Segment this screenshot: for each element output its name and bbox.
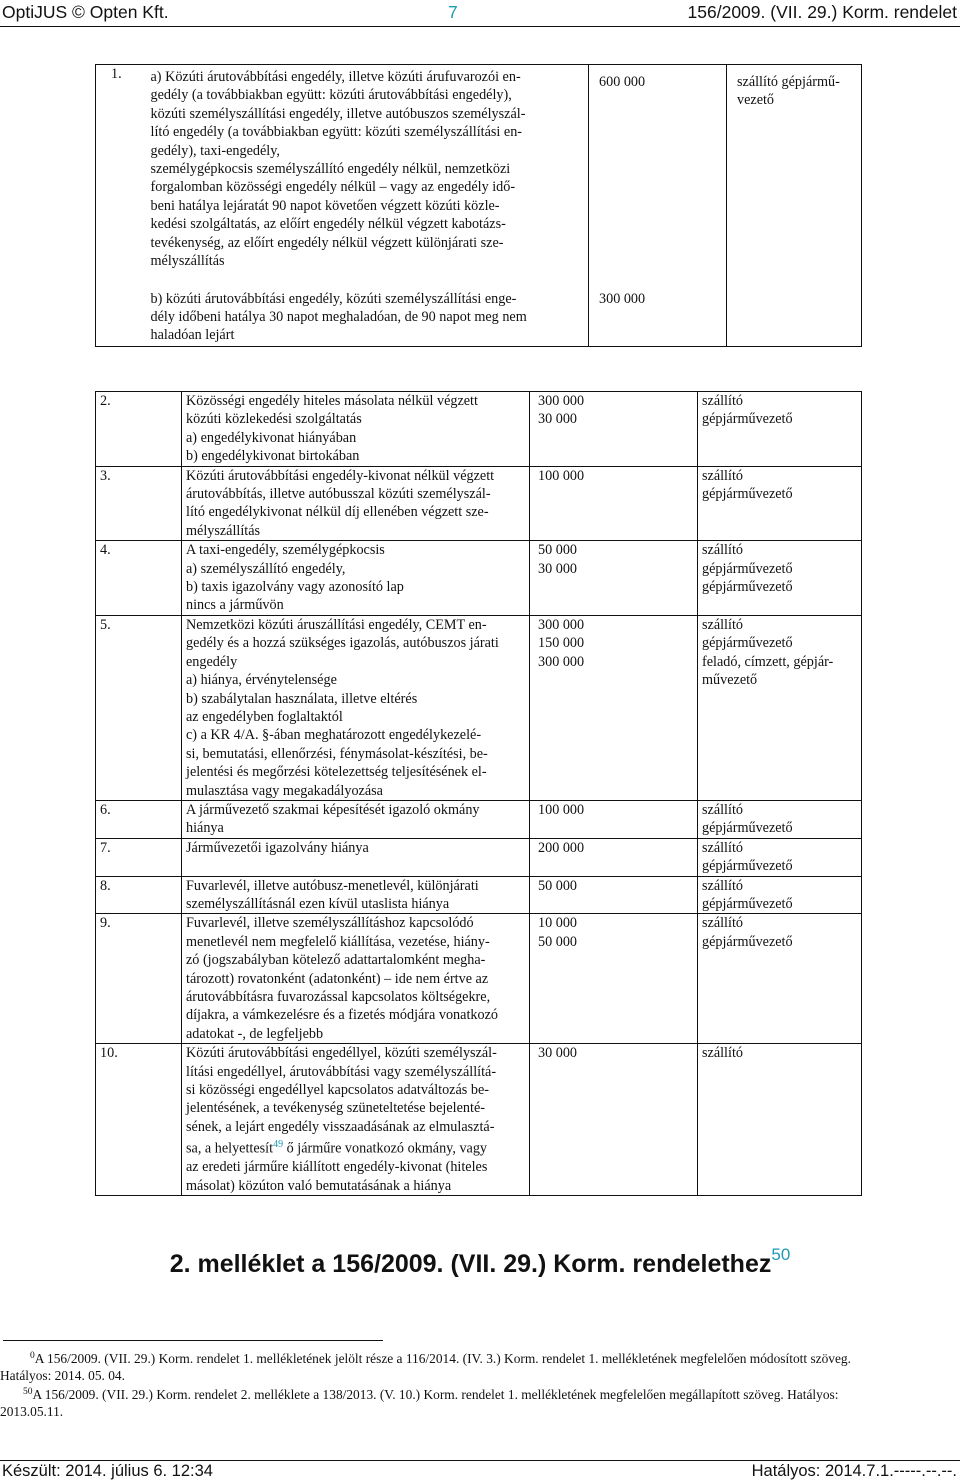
header-regulation: 156/2009. (VII. 29.) Korm. rendelet	[687, 2, 957, 22]
row-amount	[530, 466, 698, 541]
row-amount: 600 000	[589, 65, 727, 290]
row-responsible	[698, 615, 862, 800]
penalty-table-part2	[95, 391, 862, 1196]
table-row	[96, 615, 862, 800]
text-line: gépjárművezető	[702, 858, 793, 875]
footnote	[0, 1348, 960, 1384]
row-description	[151, 290, 589, 347]
row-amount	[530, 800, 698, 838]
row-responsible	[698, 838, 862, 876]
row-number: 1.	[111, 66, 122, 82]
text-line: gépjárművezető	[702, 486, 793, 503]
text-line: lító engedélykivonat nélkül díj ellenében végzett sze-	[186, 504, 489, 521]
text-line: a) személyszállító engedély,	[186, 560, 346, 577]
text-line: szállító gépjármű-	[737, 74, 840, 90]
row-responsible	[698, 914, 862, 1044]
table-row	[96, 541, 862, 616]
row-description	[182, 541, 530, 616]
footnote-divider	[3, 1340, 383, 1341]
header-page-number[interactable]: 7	[448, 2, 458, 22]
text-line: 50 000	[538, 877, 578, 894]
table-row	[96, 876, 862, 914]
footnote-mark: 50	[23, 1387, 33, 1397]
text-line: engedély	[186, 653, 238, 670]
text-line: Fuvarlevél, illetve autóbusz-menetlevél, különjárati	[186, 877, 479, 894]
text-line: másolat) közúton való bemutatásának a hiánya	[186, 1177, 452, 1194]
text-line: gedély (a továbbiakban együtt: közúti árutovábbítási engedély),	[150, 87, 512, 104]
footer-created: Készült: 2014. július 6. 12:34	[2, 1462, 213, 1480]
footnote-text: A 156/2009. (VII. 29.) Korm. rendelet 2. melléklete a 138/2013. (V. 10.) Korm. rendelet 1. mellékletének megfelelően megállapított szöveg. Hatályos:	[32, 1387, 839, 1402]
text-line: haladóan lejárt	[150, 327, 235, 344]
text-line: szállító	[702, 877, 743, 894]
table-row	[96, 65, 862, 290]
text-line: 300 000	[538, 393, 585, 409]
header-publisher: OptiJUS © Opten Kft.	[2, 2, 169, 22]
text-line: 300 000	[538, 653, 585, 670]
table-row	[96, 838, 862, 876]
row-amount	[530, 392, 698, 467]
text-line: jelentésének, a tevékenység szüneteltetése bejelenté-	[186, 1100, 485, 1117]
text-line: gedély), taxi-engedély,	[150, 142, 280, 159]
text-line: menetlevél nem megfelelő kiállítása, vezetése, hiány-	[186, 933, 490, 950]
annex-footnote-ref[interactable]: 50	[771, 1245, 791, 1264]
row-amount	[530, 541, 698, 616]
row-number: 8.	[100, 877, 111, 894]
text-line: személygépkocsis személyszállító engedély nélkül, nemzetközi	[150, 161, 511, 178]
text-line: 200 000	[538, 839, 585, 856]
row-amount	[530, 914, 698, 1044]
text-line: szállító	[702, 467, 743, 484]
text-line: 30 000	[538, 1045, 578, 1062]
text-line: szállító	[702, 393, 743, 409]
row-responsible	[698, 876, 862, 914]
text-line: közúti közlekedési szolgáltatás	[186, 411, 362, 428]
text-line: szállító	[702, 801, 743, 818]
text-line: gépjárművezető	[702, 820, 793, 837]
text-line: b) közúti árutovábbítási engedély, közúti személyszállítási enge-	[150, 290, 517, 307]
row-number: 4.	[100, 542, 111, 559]
text-line: adatokat -, de legfeljebb	[186, 1025, 324, 1042]
text-line: nincs a járművön	[186, 597, 284, 614]
text-line: b) engedélykivonat birtokában	[186, 448, 360, 465]
penalty-table-part1	[95, 64, 862, 347]
text-line: a) Közúti árutovábbítási engedély, illetve közúti árufuvarozói en-	[150, 69, 521, 85]
text-line: szállító	[702, 542, 743, 559]
text-line: Közúti árutovábbítási engedély-kivonat nélkül végzett	[186, 467, 495, 484]
text-line: forgalomban közösségi engedély nélkül – vagy az engedély idő-	[150, 179, 516, 196]
row-description	[182, 838, 530, 876]
text-line: művezető	[702, 672, 758, 689]
text-line: 100 000	[538, 467, 585, 484]
text-line: szállító	[702, 839, 743, 856]
text-line: Járművezetői igazolvány hiánya	[186, 839, 369, 856]
text-line: gépjárművezető	[702, 411, 793, 428]
footnote-ref-link[interactable]: 49	[273, 1139, 284, 1151]
text-line: 30 000	[538, 411, 578, 428]
text-line: szállító	[702, 1045, 743, 1062]
text-line: si, bemutatási, ellenőrzési, fénymásolat-készítési, be-	[186, 745, 488, 762]
text-line: a) engedélykivonat hiányában	[186, 429, 357, 446]
footnote-text: Hatályos: 2014. 05. 04.	[0, 1368, 125, 1383]
row-number: 3.	[100, 467, 111, 484]
text-line: tevékenység, az előírt engedély nélkül végzett különjárati sze-	[150, 234, 504, 251]
text-line: A járművezető szakmai képesítését igazoló okmány	[186, 801, 480, 818]
row-number: 2.	[100, 393, 111, 409]
annex-title: 2. melléklet a 156/2009. (VII. 29.) Korm. rendelethez	[169, 1250, 772, 1278]
text-line: b) szabálytalan használata, illetve eltérés	[186, 690, 418, 707]
text-line: Közúti árutovábbítási engedéllyel, közúti személyszál-	[186, 1045, 497, 1062]
row-number: 9.	[100, 915, 111, 932]
text-line: árutovábbításra fuvarozással kapcsolatos költségekre,	[186, 989, 491, 1005]
text-line: árutovábbítás, illetve autóbusszal közúti személyszál-	[186, 486, 491, 503]
text-line: mélyszállítás	[150, 253, 225, 270]
text-line: mélyszállítás	[186, 522, 261, 539]
text-line: 50 000	[538, 542, 578, 559]
text-line: gépjárművezető	[702, 933, 793, 950]
text-line: közúti személyszállítási engedély, illetve autóbuszos személyszál-	[150, 105, 526, 122]
text-line: kedési szolgáltatás, az előírt engedély nélkül végzett kabotázs-	[150, 216, 506, 233]
text-line: hiánya	[186, 820, 224, 837]
row-amount	[530, 1044, 698, 1196]
text-line: Közösségi engedély hiteles másolata nélkül végzett	[186, 393, 478, 409]
row-description	[151, 65, 589, 290]
footnote-mark: 0	[30, 1351, 35, 1361]
row-description	[182, 1044, 530, 1196]
text-line: lítási engedéllyel, árutovábbítási vagy személyszállítá-	[186, 1063, 497, 1080]
text-line: vezető	[737, 92, 775, 109]
row-description	[182, 392, 530, 467]
text-line: gépjárművezető	[702, 560, 793, 577]
text-line: az eredeti járműre kiállított engedély-kivonat (hiteles	[186, 1159, 488, 1176]
text-line: A taxi-engedély, személygépkocsis	[186, 542, 385, 559]
text-line: a) hiánya, érvénytelensége	[186, 672, 337, 689]
description-line: sa, a helyettesít$^{49}$ ő járműre vonatkozó okmány, vagy	[186, 1139, 488, 1157]
row-description	[182, 615, 530, 800]
row-description	[182, 914, 530, 1044]
text-line: lító engedély (a továbbiakban együtt: közúti személyszállítási en-	[150, 124, 523, 141]
text-line: gépjárművezető	[702, 895, 793, 912]
text-line: gedély és a hozzá szükséges igazolás, autóbuszos járati	[186, 635, 499, 652]
text-line: dély időbeni hatálya 30 napot meghaladóan, de 90 napot meg nem	[150, 308, 527, 325]
table-row	[96, 914, 862, 1044]
text-line: Nemzetközi közúti áruszállítási engedély, CEMT en-	[186, 616, 487, 633]
text-line: c) a KR 4/A. §-ában meghatározott engedélykezelé-	[186, 727, 482, 744]
footer-effective: Hatályos: 2014.7.1.-----.--.--.	[751, 1462, 957, 1480]
row-amount	[530, 615, 698, 800]
text-line: tározott) rovatonként (adatonként) – ide nem értve az	[186, 970, 489, 987]
row-number: 5.	[100, 616, 111, 633]
annex-heading	[0, 1238, 960, 1281]
text-line: gépjárművezető	[702, 635, 793, 652]
text-line: szállító	[702, 915, 743, 932]
text-line: 300 000	[538, 616, 585, 633]
text-line: beni hatálya lejáratát 90 napot követően végzett közúti közle-	[150, 197, 500, 214]
row-amount	[530, 838, 698, 876]
text-line: 10 000	[538, 915, 578, 932]
footnote-text: A 156/2009. (VII. 29.) Korm. rendelet 1. mellékletének jelölt része a 116/2014. (IV. 3.) Korm. rendelet 1. mellékletének megfelelően módosított szöveg.	[34, 1351, 851, 1366]
page-header	[0, 0, 960, 26]
table-row	[96, 392, 862, 467]
header-divider	[0, 26, 960, 27]
text-line: jelentési és megőrzési kötelezettség teljesítésének el-	[186, 764, 487, 781]
row-responsible	[698, 392, 862, 467]
row-amount	[530, 876, 698, 914]
text-line: mulasztása vagy megakadályozása	[186, 782, 383, 799]
text-line: gépjárművezető	[702, 579, 793, 596]
row-responsible	[698, 800, 862, 838]
row-description	[182, 876, 530, 914]
row-responsible	[698, 1044, 862, 1196]
row-number: 10.	[100, 1045, 118, 1062]
text-line: személyszállításnál ezen kívül utaslista hiánya	[186, 895, 450, 912]
text-line: feladó, címzett, gépjár-	[702, 653, 834, 670]
text-line: sének, a lejárt engedély visszaadásának az elmulasztá-	[186, 1118, 495, 1135]
row-description	[182, 800, 530, 838]
text-line: szállító	[702, 616, 743, 633]
table-row	[96, 1044, 862, 1196]
row-responsible	[727, 65, 862, 290]
footnote-text: 2013.05.11.	[0, 1404, 64, 1419]
text-line: Fuvarlevél, illetve személyszállításhoz kapcsolódó	[186, 915, 474, 932]
table-row	[96, 466, 862, 541]
table-body	[96, 392, 862, 1196]
text-line: az engedélyben foglaltaktól	[186, 708, 343, 725]
row-amount: 300 000	[589, 290, 727, 347]
text-line: 30 000	[538, 560, 578, 577]
row-responsible	[698, 466, 862, 541]
table-row	[96, 800, 862, 838]
row-responsible	[698, 541, 862, 616]
text-line: si közösségi engedéllyel kapcsolatos adatváltozás be-	[186, 1082, 489, 1099]
text-line: 50 000	[538, 933, 578, 950]
table-row	[96, 290, 862, 347]
text-line: díjakra, a vámkezelésre és a fizetés módjára vonatkozó	[186, 1007, 498, 1024]
row-number: 6.	[100, 801, 111, 818]
text-line: b) taxis igazolvány vagy azonosító lap	[186, 579, 404, 596]
footnote	[0, 1384, 960, 1420]
row-description	[182, 466, 530, 541]
row-number: 7.	[100, 839, 111, 856]
text-line: 100 000	[538, 801, 585, 818]
text-line: 150 000	[538, 635, 585, 652]
text-line: zó (jogszabályban kötelező adattartalomként megha-	[186, 952, 486, 969]
